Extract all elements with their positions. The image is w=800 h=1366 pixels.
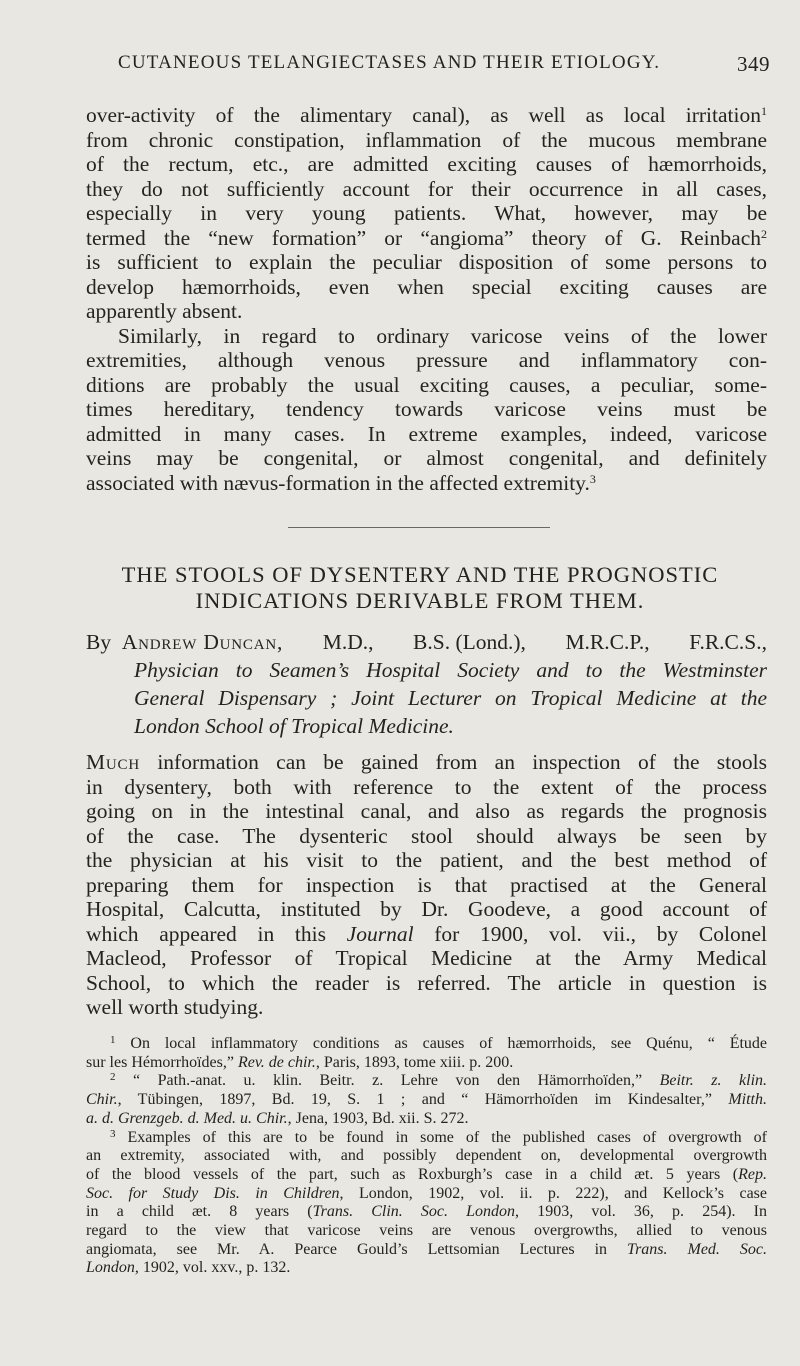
section-divider — [288, 527, 550, 528]
running-head — [118, 52, 770, 77]
footnote-1: $^1$ On local inflammatory conditions as causes of hæmorrhoids, see Quénu, “ Étude sur les Hémorrhoïdes,” Rev. de chir., Paris, 1893, tome xiii. p. 200. — [86, 1034, 768, 1071]
article-title: THE STOOLS OF DYSENTERY AND THE PROGNOSTIC INDICATIONS DERIVABLE FROM THEM. — [121, 562, 719, 613]
footnote-3: $^3$ Examples of this are to be found in some of the published cases of overgrowth of an extremity, associated with, and possibly dependent on, developmental overgrowth of the blood vessels of the part, such as Roxburgh’s case in a child æt. 5 years (Rep. Soc. for Study Dis. in Children, London, 1902, vol. ii. p. 222), and Kellock’s case in a child æt. 8 years (Trans. Clin. Soc. London, 1903, vol. 36, p. 254). In regard to the view that varicose veins are venous overgrowths, allied to venous angiomata, see Mr. A. Pearce Gould’s Lettsomian Lectures in Trans. Med. Soc. London, 1902, vol. xxv., p. 132. — [86, 1127, 768, 1277]
author-affiliation: Physician to Seamen’s Hospital Society and to the Westminster General Dispensary ; Joint Lecturer on Tropical Medicine at the London School of Tropical Medicine. — [134, 658, 767, 738]
page-number: 349 — [737, 52, 770, 76]
author-name: Andrew Duncan, — [121, 630, 284, 654]
continued-paragraph: over-activity of the alimentary canal), as well as local irritation$^1$ from chronic constipation, inflammation of the mucous membrane of the rectum, etc., are admitted exciting causes of hæmorrhoids, they do not sufficiently account for their occurrence in all cases, especially in very young patients. What, however, may be termed the “new formation” or “angioma” theory of G. Reinbach$^2$ is sufficient to explain the peculiar disposition of some persons to develop hæmorrhoids, even when special exciting causes are apparently absent. Similarly, in regard to ordinary varicose veins of the lower extremities, although venous pressure and inflammatory con- ditions are probably the usual exciting causes, a peculiar, some- times hereditary, tendency towards varicose veins must be admitted in many cases. In extreme examples, indeed, varicose veins may be congenital, or almost congenital, and definitely associated with nævus-formation in the affected extremity.$^3$ — [86, 103, 767, 495]
varicose-paragraph: Similarly, in regard to ordinary varicose veins of the lower extremities, although venous pressure and inflammatory con- ditions are probably the usual exciting causes, a peculiar, some- times hereditary, tendency towards varicose veins must be admitted in many cases. In extreme examples, indeed, varicose veins may be congenital, or almost congenital, and definitely associated with nævus-formation in the affected extremity.$^3$ — [86, 323, 767, 495]
footnote-ref-2[interactable]: 2 — [761, 226, 767, 241]
article-body: Much information can be gained from an inspection of the stools in dysentery, both with reference to the extent of the process going on in the intestinal canal, and also as regards the prognosis of the case. The dysenteric stool should always be seen by the physician at his visit to the patient, and the best method of preparing them for inspection is that practised at the General Hospital, Calcutta, instituted by Dr. Goodeve, a good account of which appeared in this Journal for 1900, vol. vii., by Colonel Macleod, Professor of Tropical Medicine at the Army Medical School, to which the reader is referred. The article in question is well worth studying. — [86, 750, 767, 1019]
footnote-ref-1[interactable]: 1 — [761, 104, 767, 118]
footnotes — [86, 1035, 767, 1278]
footnote-ref-3[interactable]: 3 — [589, 471, 596, 486]
running-head-title: CUTANEOUS TELANGIECTASES AND THEIR ETIOLOGY. — [118, 52, 661, 73]
footnote-2: $^2$ “ Path.-anat. u. klin. Beitr. z. Lehre von den Hämorrhoïden,” Beitr. z. klin. Chir., Tübingen, 1897, Bd. 19, S. 1 ; and “ Hämorrhoïden im Kindesalter,” Mitth. a. d. Grenzgeb. d. Med. u. Chir., Jena, 1903, Bd. xii. S. 272. — [86, 1071, 768, 1127]
byline: By Andrew Duncan, M.D., B.S. (Lond.), M.R.C.P., F.R.C.S., Physician to Seamen’s Hospital Society and to the Westminster General Dispensary ; Joint Lecturer on Tropical Medicine at the London School of Tropical Medicine. — [86, 630, 767, 738]
